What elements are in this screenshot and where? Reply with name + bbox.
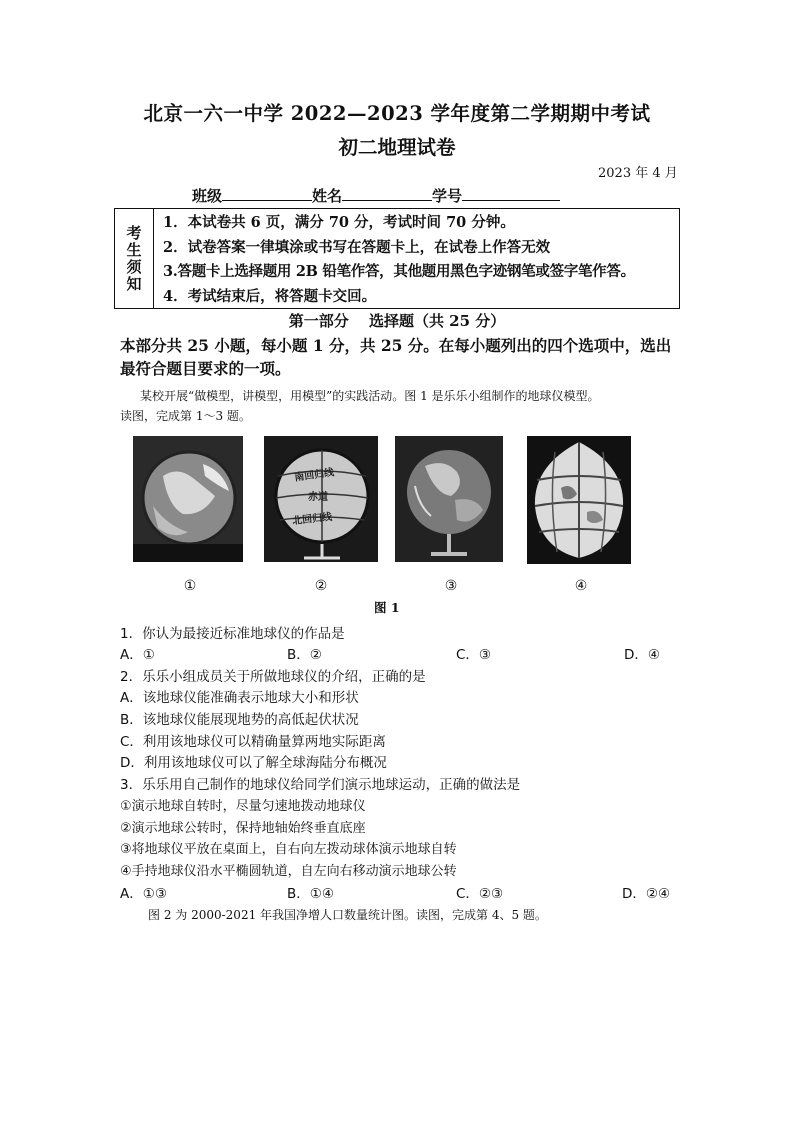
- figure-title: 图 1: [374, 600, 400, 615]
- figure-caption-1: ①: [183, 578, 197, 594]
- globe-photo-4: [527, 436, 631, 564]
- question-3-stem: 3．乐乐用自己制作的地球仪给同学们演示地球运动，正确的做法是: [120, 777, 521, 793]
- question-1-stem: 1．你认为最接近标准地球仪的作品是: [120, 626, 345, 642]
- section-heading: 第一部分 选择题（共 25 分）: [288, 312, 506, 330]
- exam-notice-box: [114, 208, 680, 309]
- notice-item: 2．试卷答案一律填涂或书写在答题卡上，在试卷上作答无效: [163, 238, 551, 256]
- exam-title: 北京一六一中学 2022—2023 学年度第二学期期中考试: [143, 102, 651, 125]
- q3-option-b[interactable]: B．①④: [287, 886, 334, 902]
- notice-items: [163, 211, 675, 309]
- globe-photo-2: [264, 436, 378, 562]
- id-label: 学号: [432, 187, 463, 205]
- section-intro: 本部分共 25 小题，每小题 1 分，共 25 分。在每小题列出的四个选项中，选出最符合题目要求的一项。: [120, 336, 672, 378]
- class-label: 班级: [192, 187, 223, 205]
- figure-caption-3: ③: [444, 578, 458, 594]
- q1-option-c[interactable]: C．③: [456, 647, 492, 663]
- q2-option-c[interactable]: C．利用该地球仪可以精确量算两地实际距离: [120, 734, 386, 750]
- name-label: 姓名: [312, 187, 343, 205]
- class-blank[interactable]: [222, 186, 312, 201]
- question-2-stem: 2．乐乐小组成员关于所做地球仪的介绍，正确的是: [120, 669, 426, 685]
- globe-photo-1: [133, 436, 243, 562]
- figure-lead-text: 某校开展“做模型，讲模型，用模型”的实践活动。图 1 是乐乐小组制作的地球仪模型。: [140, 389, 600, 403]
- globe2-label: 北回归线: [291, 511, 333, 528]
- notice-item: 3.答题卡上选择题用 2B 铅笔作答，其他题用黑色字迹钢笔或签字笔作答。: [163, 263, 635, 280]
- q3-option-c[interactable]: C．②③: [456, 886, 504, 902]
- id-blank[interactable]: [462, 186, 560, 201]
- exam-date: 2023 年 4 月: [598, 166, 678, 181]
- q3-statement-3: ③将地球仪平放在桌面上，自右向左拨动球体演示地球自转: [120, 842, 457, 857]
- globe-photo-3: [395, 436, 503, 562]
- q3-statement-1: ①演示地球自转时，尽量匀速地拨动地球仪: [120, 799, 366, 814]
- q2-option-b[interactable]: B．该地球仪能展现地势的高低起伏状况: [120, 712, 359, 728]
- globe2-label: 南回归线: [293, 467, 335, 484]
- q1-option-b[interactable]: B．②: [287, 647, 322, 663]
- figure-lead-text-2: 读图，完成第 1～3 题。: [120, 409, 251, 423]
- q1-option-d[interactable]: D．④: [624, 647, 660, 663]
- q3-statement-4: ④手持地球仪沿水平椭圆轨道，自左向右移动演示地球公转: [120, 864, 457, 879]
- name-blank[interactable]: [342, 186, 432, 201]
- q2-option-d[interactable]: D．利用该地球仪可以了解全球海陆分布概况: [120, 755, 387, 771]
- notice-item: 1．本试卷共 6 页，满分 70 分，考试时间 70 分钟。: [163, 214, 515, 231]
- notice-side-label: 考 生 须 知: [115, 209, 154, 308]
- q3-statement-2: ②演示地球公转时，保持地轴始终垂直底座: [120, 821, 366, 836]
- q3-option-a[interactable]: A．①③: [120, 886, 167, 902]
- q3-option-d[interactable]: D．②④: [622, 886, 671, 902]
- q2-option-a[interactable]: A．该地球仪能准确表示地球大小和形状: [120, 690, 359, 706]
- globe2-label: 赤道: [308, 492, 328, 503]
- figure-2-lead-text: 图 2 为 2000-2021 年我国净增人口数量统计图。读图，完成第 4、5 题。: [148, 908, 547, 922]
- exam-subtitle: 初二地理试卷: [338, 136, 456, 159]
- figure-caption-4: ④: [574, 578, 588, 594]
- notice-item: 4．考试结束后，将答题卡交回。: [163, 287, 377, 305]
- student-info-line: [192, 185, 560, 206]
- q1-option-a[interactable]: A．①: [120, 647, 155, 663]
- figure-caption-2: ②: [314, 578, 328, 594]
